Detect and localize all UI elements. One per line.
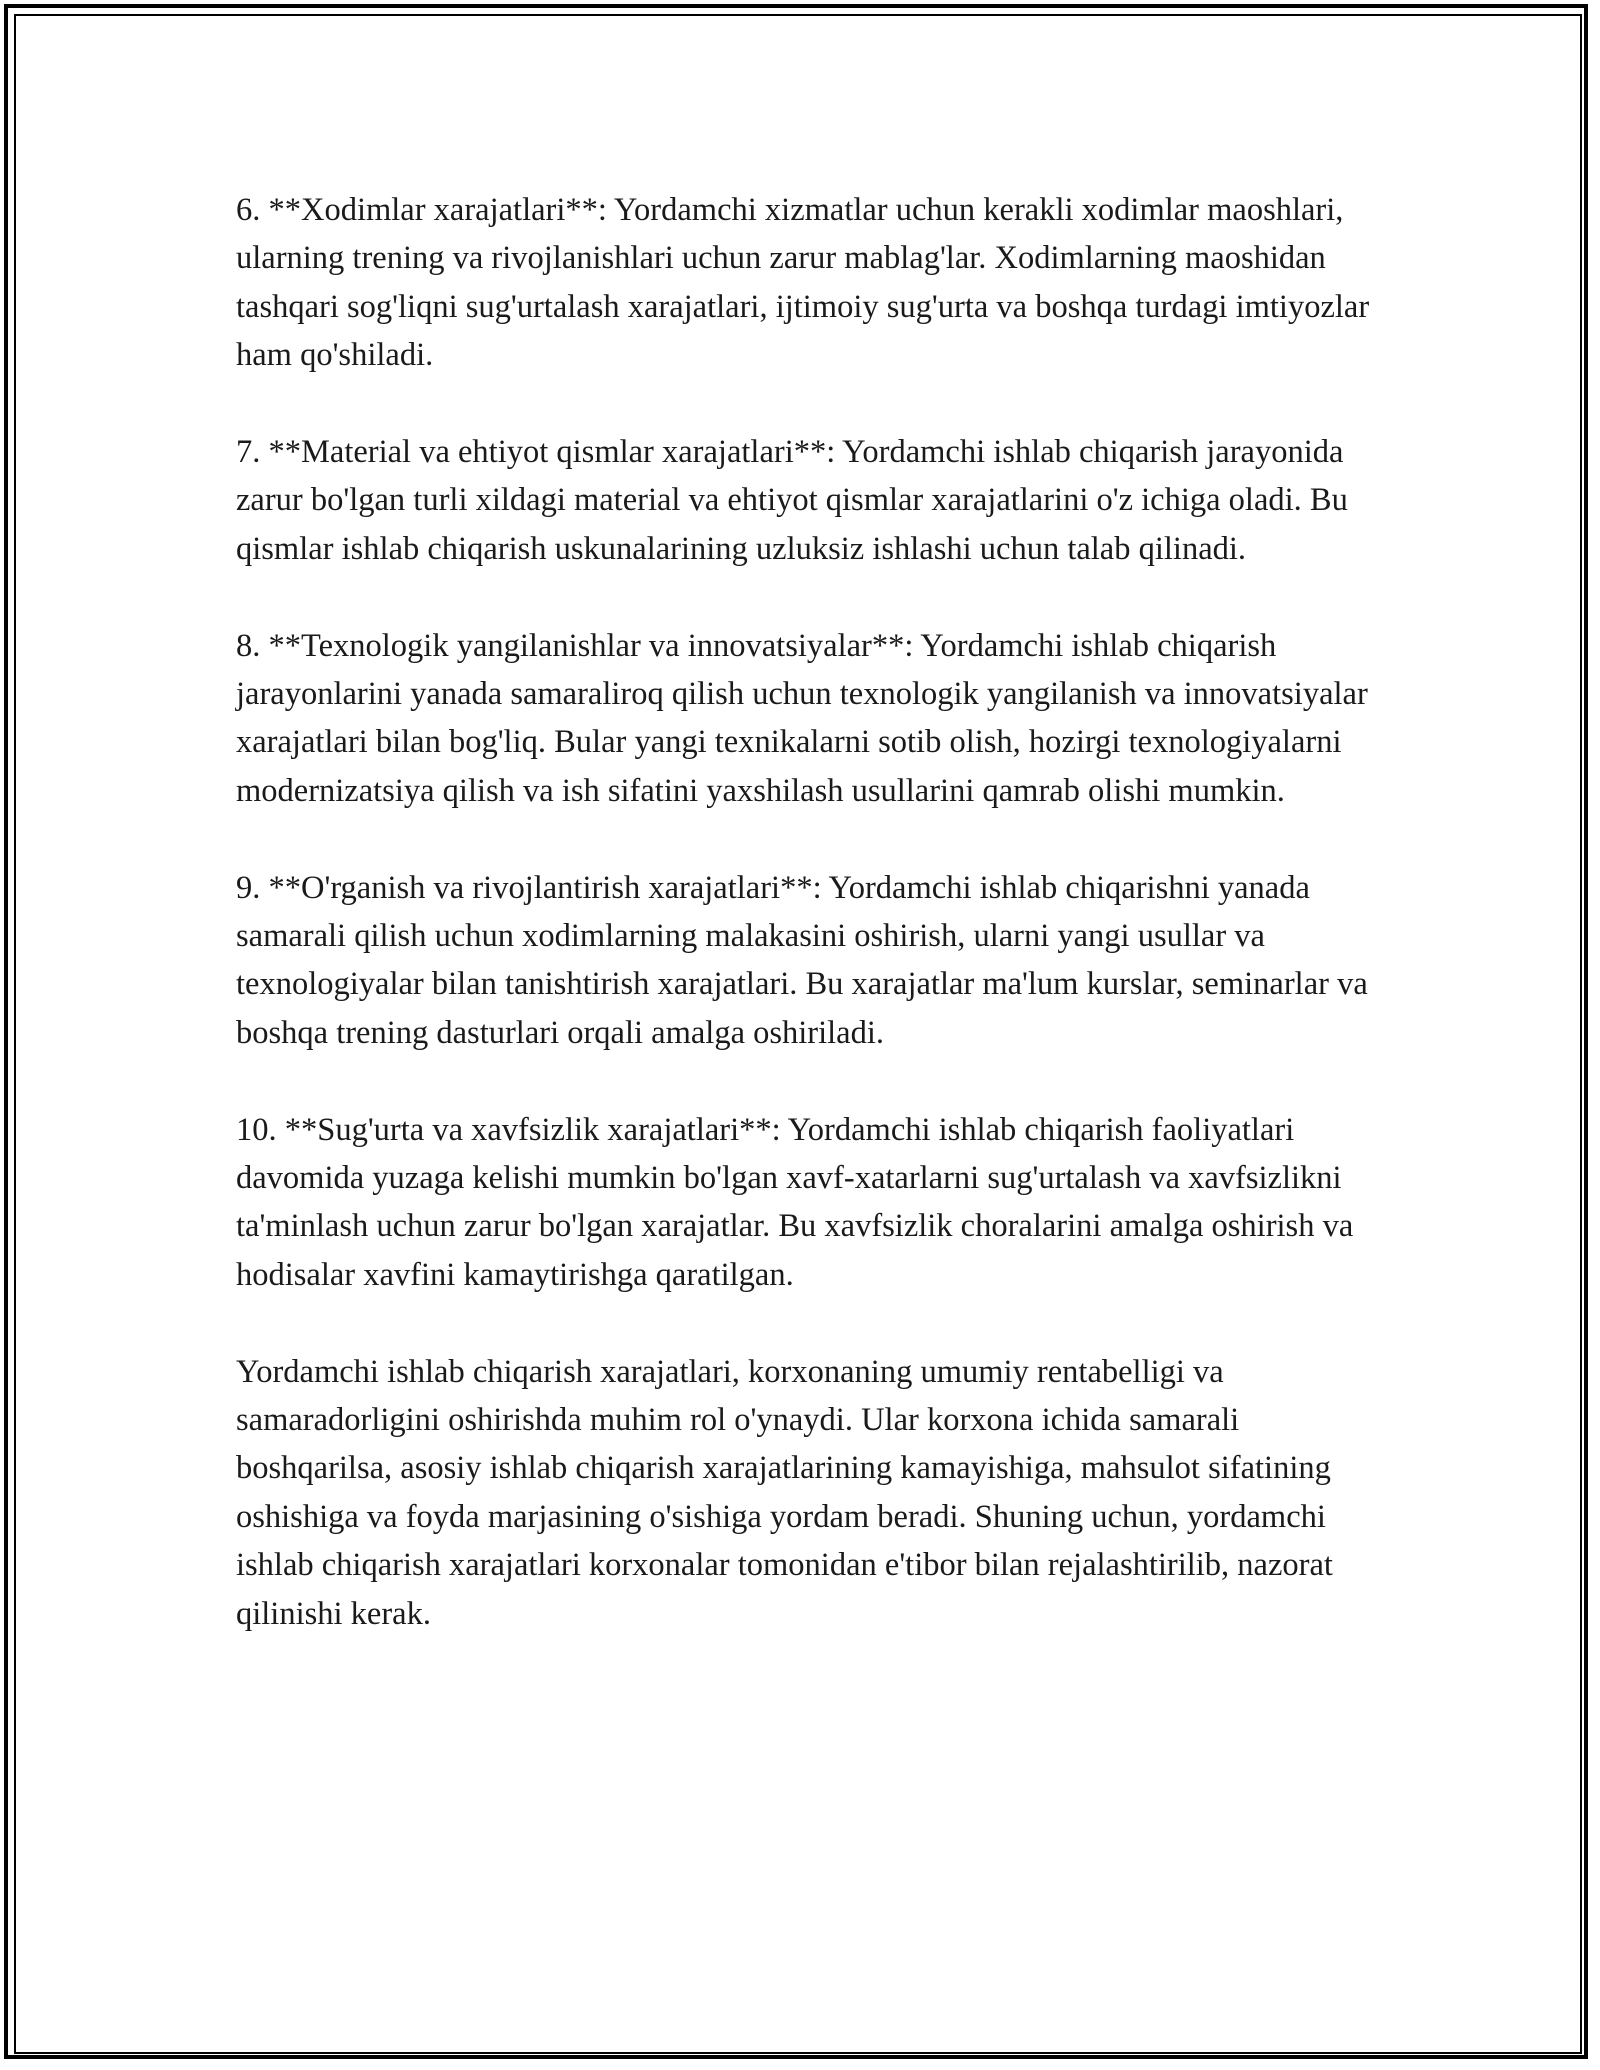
paragraph-item-6: 6. **Xodimlar xarajatlari**: Yordamchi xizmatlar uchun kerakli xodimlar maoshlari, ularning trening va rivojlanishlari uchun zarur mablag'lar. Xodimlarning maoshidan tashqari sog'liqni sug'urtalash xarajatlari, ijtimoiy sug'urta va boshqa turdagi imtiyozlar ham qo'shiladi. bbox=[236, 192, 1370, 374]
paragraph-conclusion: Yordamchi ishlab chiqarish xarajatlari, korxonaning umumiy rentabelligi va samaradorligini oshirishda muhim rol o'ynaydi. Ular korxona ichida samarali boshqarilsa, asosiy ishlab chiqarish xarajatlarining kamayishiga, mahsulot sifatining oshishiga va foyda marjasining o'sishiga yordam beradi. Shuning uchun, yordamchi ishlab chiqarish xarajatlari korxonalar tomonidan e'tibor bilan rejalashtirilib, nazorat qilinishi kerak. bbox=[236, 1353, 1333, 1632]
document-body bbox=[236, 186, 1376, 1687]
paragraph-item-9: 9. **O'rganish va rivojlantirish xarajatlari**: Yordamchi ishlab chiqarishni yanada samarali qilish uchun xodimlarning malakasini oshirish, ularni yangi usullar va texnologiyalar bilan tanishtirish xarajatlari. Bu xarajatlar ma'lum kurslar, seminarlar va boshqa trening dasturlari orqali amalga oshiriladi. bbox=[236, 869, 1368, 1051]
paragraph-item-8: 8. **Texnologik yangilanishlar va innovatsiyalar**: Yordamchi ishlab chiqarish jarayonlarini yanada samaraliroq qilish uchun texnologik yangilanish va innovatsiyalar xarajatlari bilan bog'liq. Bular yangi texnikalarni sotib olish, hozirgi texnologiyalarni modernizatsiya qilish va ish sifatini yaxshilash usullarini qamrab olishi mumkin. bbox=[236, 627, 1368, 809]
paragraph-item-7: 7. **Material va ehtiyot qismlar xarajatlari**: Yordamchi ishlab chiqarish jarayonida zarur bo'lgan turli xildagi material va ehtiyot qismlar xarajatlarini o'z ichiga oladi. Bu qismlar ishlab chiqarish uskunalarining uzluksiz ishlashi uchun talab qilinadi. bbox=[236, 434, 1348, 567]
paragraph-item-10: 10. **Sug'urta va xavfsizlik xarajatlari**: Yordamchi ishlab chiqarish faoliyatlari davomida yuzaga kelishi mumkin bo'lgan xavf-xatarlarni sug'urtalash va xavfsizlikni ta'minlash uchun zarur bo'lgan xarajatlar. Bu xavfsizlik choralarini amalga oshirish va hodisalar xavfini kamaytirishga qaratilgan. bbox=[236, 1111, 1354, 1293]
